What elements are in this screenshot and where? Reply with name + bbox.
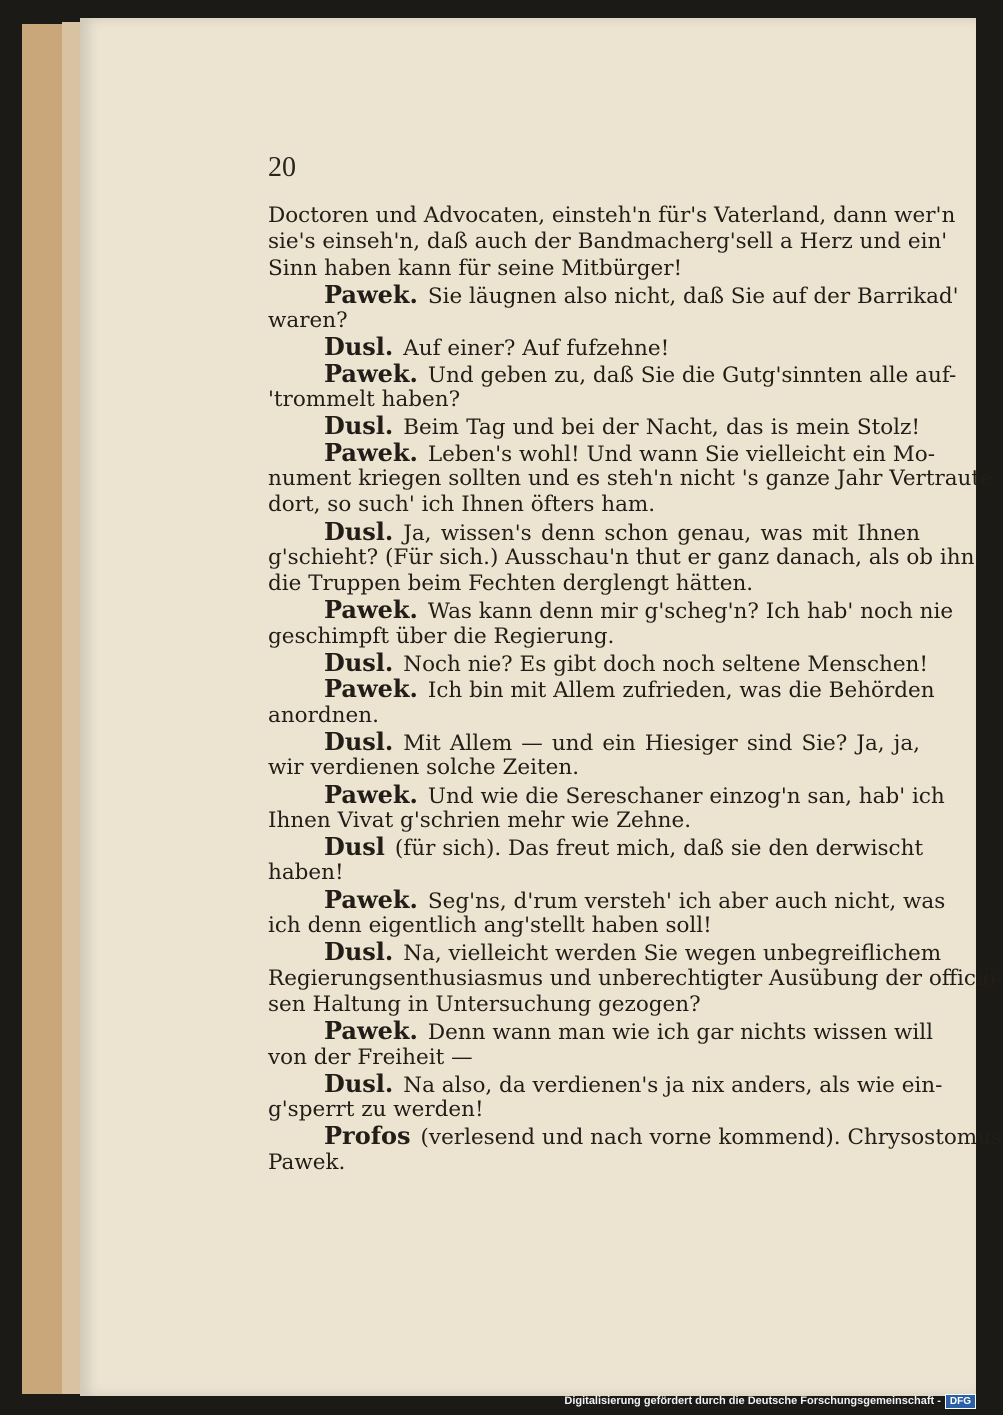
text-line xyxy=(268,860,920,886)
text-line xyxy=(268,1150,920,1176)
speaker-name: Pawek. xyxy=(324,437,418,467)
text-line xyxy=(268,703,920,729)
line-text: Mit Allem — und ein Hiesiger sind Sie? Ja, ja, xyxy=(403,730,920,756)
line-text: Doctoren und Advocaten, einsteh'n für's Vaterland, dann wer'n xyxy=(268,203,956,228)
speaker-name: Pawek. xyxy=(324,279,418,309)
text-line xyxy=(268,674,935,704)
text-line xyxy=(268,1016,934,1046)
speaker-name: Dusl. xyxy=(324,726,394,756)
line-text: Sie läugnen also nicht, daß Sie auf der Barrikad' xyxy=(427,283,959,309)
speaker-name: Dusl. xyxy=(324,332,394,362)
line-text: Denn wann man wie ich gar nichts wissen will xyxy=(427,1020,934,1046)
speaker-name: Pawek. xyxy=(324,595,418,625)
text-line xyxy=(268,913,920,939)
speaker-name: Dusl. xyxy=(324,937,394,967)
text-line xyxy=(268,1121,1003,1151)
line-text: Ja, wissen's denn schon genau, was mit Ihnen xyxy=(403,520,920,546)
speaker-name: Pawek. xyxy=(324,674,418,704)
line-text: waren? xyxy=(268,308,348,334)
speaker-name: Profos xyxy=(324,1121,411,1151)
page-number: 20 xyxy=(268,152,296,183)
text-line xyxy=(268,203,956,229)
line-text: 'trommelt haben? xyxy=(268,387,461,413)
text-line xyxy=(268,279,959,309)
text-line xyxy=(268,595,954,625)
line-text: sie's einseh'n, daß auch der Bandmacherg'sell a Herz und ein' xyxy=(268,229,948,255)
page-edge-inner xyxy=(62,22,80,1394)
line-text: ich denn eigentlich ang'stellt haben soll! xyxy=(268,913,712,939)
text-line xyxy=(268,358,957,388)
line-text: (verlesend und nach vorne kommend). Chrysostomus xyxy=(420,1125,1003,1151)
line-text: die Truppen beim Fechten derglengt hätten. xyxy=(268,571,754,597)
text-line xyxy=(268,884,946,914)
line-text: wir verdienen solche Zeiten. xyxy=(268,755,580,781)
line-text: Ich bin mit Allem zufrieden, was die Behörden xyxy=(427,678,935,704)
line-text: von der Freiheit — xyxy=(268,1044,473,1070)
text-line xyxy=(268,1045,920,1071)
line-text: anordnen. xyxy=(268,702,379,728)
line-text: Leben's wohl! Und wann Sie vielleicht ein Mo- xyxy=(427,441,935,467)
line-text: Ihnen Vivat g'schrien mehr wie Zehne. xyxy=(268,807,692,833)
speaker-name: Dusl. xyxy=(324,648,394,678)
text-line xyxy=(268,624,920,650)
text-line xyxy=(268,1097,920,1123)
text-line xyxy=(268,808,920,834)
text-line xyxy=(268,648,929,678)
line-text: Na, vielleicht werden Sie wegen unbegreiflichem xyxy=(403,941,942,967)
text-line xyxy=(268,832,924,862)
line-text: dort, so such' ich Ihnen öfters ham. xyxy=(268,492,656,518)
text-line xyxy=(268,1068,943,1098)
line-text: Beim Tag und bei der Nacht, das is mein Stolz! xyxy=(403,415,920,441)
text-line xyxy=(268,492,920,518)
text-line xyxy=(268,726,920,756)
line-text: Seg'ns, d'rum versteh' ich aber auch nicht, was xyxy=(427,888,946,914)
line-text: Was kann denn mir g'scheg'n? Ich hab' noch nie xyxy=(427,599,954,625)
dfg-logo: DFG xyxy=(945,1394,976,1409)
speaker-name: Dusl. xyxy=(324,411,394,441)
text-line xyxy=(268,544,975,571)
line-text: geschimpft über die Regierung. xyxy=(268,623,615,649)
text-line xyxy=(268,571,920,597)
text-line xyxy=(268,965,1003,992)
text-line xyxy=(268,334,920,360)
text-line xyxy=(268,755,920,781)
text-line xyxy=(268,308,920,334)
speaker-name: Dusl. xyxy=(324,516,394,546)
line-text: haben! xyxy=(268,860,344,886)
line-text: g'sperrt zu werden! xyxy=(268,1097,484,1123)
line-text: nument kriegen sollten und es steh'n nicht 's ganze Jahr Vertraute xyxy=(268,465,993,491)
text-line xyxy=(268,387,920,413)
text-line xyxy=(268,465,993,492)
page-body-text xyxy=(268,203,1003,1176)
text-line xyxy=(268,937,942,967)
line-text: Und wie die Sereschaner einzog'n san, hab' ich xyxy=(427,783,945,809)
speaker-name: Dusl xyxy=(324,832,385,862)
speaker-name: Dusl. xyxy=(324,1068,394,1098)
line-text: Na also, da verdienen's ja nix anders, als wie ein- xyxy=(403,1072,943,1098)
text-line xyxy=(268,256,920,282)
text-line xyxy=(268,413,920,439)
text-line xyxy=(268,229,948,255)
speaker-name: Pawek. xyxy=(324,884,418,914)
digitization-footer xyxy=(564,1391,976,1411)
speaker-name: Pawek. xyxy=(324,1016,418,1046)
text-line xyxy=(268,437,935,467)
line-text: (für sich). Das freut mich, daß sie den derwischt xyxy=(394,836,924,862)
line-text: Auf einer? Auf fufzehne! xyxy=(403,336,670,362)
footer-credit: Digitalisierung gefördert durch die Deutsche Forschungsgemeinschaft - xyxy=(564,1395,941,1407)
line-text: g'schieht? (Für sich.) Ausschau'n thut er ganz danach, als ob ihn xyxy=(268,544,975,570)
line-text: Pawek. xyxy=(268,1149,346,1175)
line-text: Sinn haben kann für seine Mitbürger! xyxy=(268,255,683,281)
speaker-name: Pawek. xyxy=(324,779,418,809)
line-text: Regierungsenthusiasmus und unberechtigter Ausübung der officiö- xyxy=(268,965,1003,991)
line-text: sen Haltung in Untersuchung gezogen? xyxy=(268,991,701,1017)
text-line xyxy=(268,992,920,1018)
line-text: Noch nie? Es gibt doch noch seltene Menschen! xyxy=(403,652,929,678)
line-text: Und geben zu, daß Sie die Gutg'sinnten alle auf- xyxy=(427,362,957,388)
text-line xyxy=(268,516,920,546)
speaker-name: Pawek. xyxy=(324,358,418,388)
text-line xyxy=(268,779,945,809)
